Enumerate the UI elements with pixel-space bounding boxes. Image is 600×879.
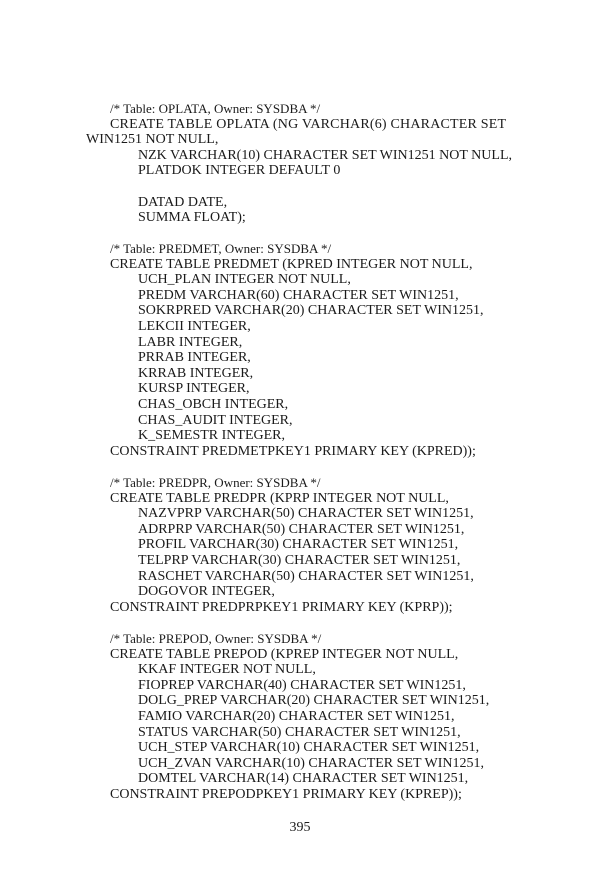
field-line: DOMTEL VARCHAR(14) CHARACTER SET WIN1251, <box>138 771 469 787</box>
field-line: DOGOVOR INTEGER, <box>138 584 275 600</box>
page-number: 395 <box>289 820 311 835</box>
field-line: KRRAB INTEGER, <box>138 365 254 381</box>
create-table-line: CREATE TABLE OPLATA (NG VARCHAR(6) CHARACTER SET <box>110 116 507 132</box>
field-line: LEKCII INTEGER, <box>138 318 251 334</box>
create-table-line: CREATE TABLE PREDMET (KPRED INTEGER NOT NULL, <box>110 256 473 272</box>
field-line: NAZVPRP VARCHAR(50) CHARACTER SET WIN1251, <box>138 506 474 522</box>
field-line: DOLG_PREP VARCHAR(20) CHARACTER SET WIN1251, <box>138 693 490 709</box>
field-line: UCH_STEP VARCHAR(10) CHARACTER SET WIN1251, <box>138 740 480 756</box>
field-line: TELPRP VARCHAR(30) CHARACTER SET WIN1251, <box>138 552 461 568</box>
field-line: KKAF INTEGER NOT NULL, <box>138 662 316 678</box>
field-line: PRRAB INTEGER, <box>138 350 251 366</box>
table-predmet-block <box>86 241 566 459</box>
field-line: UCH_PLAN INTEGER NOT NULL, <box>138 272 351 288</box>
constraint-line: CONSTRAINT PREDPRPKEY1 PRIMARY KEY (KPRP)); <box>110 599 453 615</box>
create-table-line: CREATE TABLE PREDPR (KPRP INTEGER NOT NULL, <box>110 490 449 506</box>
field-line: PROFIL VARCHAR(30) CHARACTER SET WIN1251, <box>138 537 459 553</box>
field-line: STATUS VARCHAR(50) CHARACTER SET WIN1251, <box>138 724 461 740</box>
field-line: NZK VARCHAR(10) CHARACTER SET WIN1251 NOT NULL, <box>138 147 512 163</box>
create-table-line: CREATE TABLE PREPOD (KPREP INTEGER NOT NULL, <box>110 646 459 662</box>
table-predpr-block <box>86 475 566 615</box>
field-line: SOKRPRED VARCHAR(20) CHARACTER SET WIN1251, <box>138 303 484 319</box>
table-prepod-block <box>86 631 566 803</box>
field-line: FAMIO VARCHAR(20) CHARACTER SET WIN1251, <box>138 708 455 724</box>
table-comment: /* Table: PREDMET, Owner: SYSDBA */ <box>110 241 332 256</box>
table-comment: /* Table: PREPOD, Owner: SYSDBA */ <box>110 631 322 646</box>
constraint-line: CONSTRAINT PREDMETPKEY1 PRIMARY KEY (KPRED)); <box>110 443 476 459</box>
field-line: UCH_ZVAN VARCHAR(10) CHARACTER SET WIN1251, <box>138 755 485 771</box>
field-line: DATAD DATE, <box>138 194 228 210</box>
field-line: PREDM VARCHAR(60) CHARACTER SET WIN1251, <box>138 287 459 303</box>
constraint-line: CONSTRAINT PREPODPKEY1 PRIMARY KEY (KPREP)); <box>110 786 462 802</box>
field-line: FIOPREP VARCHAR(40) CHARACTER SET WIN1251, <box>138 677 466 693</box>
table-oplata-block <box>86 101 566 226</box>
field-line: CHAS_AUDIT INTEGER, <box>138 412 293 428</box>
table-comment: /* Table: OPLATA, Owner: SYSDBA */ <box>110 101 321 116</box>
field-line: KURSP INTEGER, <box>138 381 250 397</box>
field-line: RASCHET VARCHAR(50) CHARACTER SET WIN1251, <box>138 568 474 584</box>
field-line: CHAS_OBCH INTEGER, <box>138 396 289 412</box>
field-line: PLATDOK INTEGER DEFAULT 0 <box>138 163 341 179</box>
field-line: K_SEMESTR INTEGER, <box>138 428 285 444</box>
field-line: LABR INTEGER, <box>138 334 243 350</box>
table-comment: /* Table: PREDPR, Owner: SYSDBA */ <box>110 475 321 490</box>
field-line-blank <box>86 179 566 195</box>
field-line: SUMMA FLOAT); <box>138 210 246 226</box>
create-table-continuation: WIN1251 NOT NULL, <box>86 132 219 148</box>
field-line: ADRPRP VARCHAR(50) CHARACTER SET WIN1251, <box>138 521 465 537</box>
